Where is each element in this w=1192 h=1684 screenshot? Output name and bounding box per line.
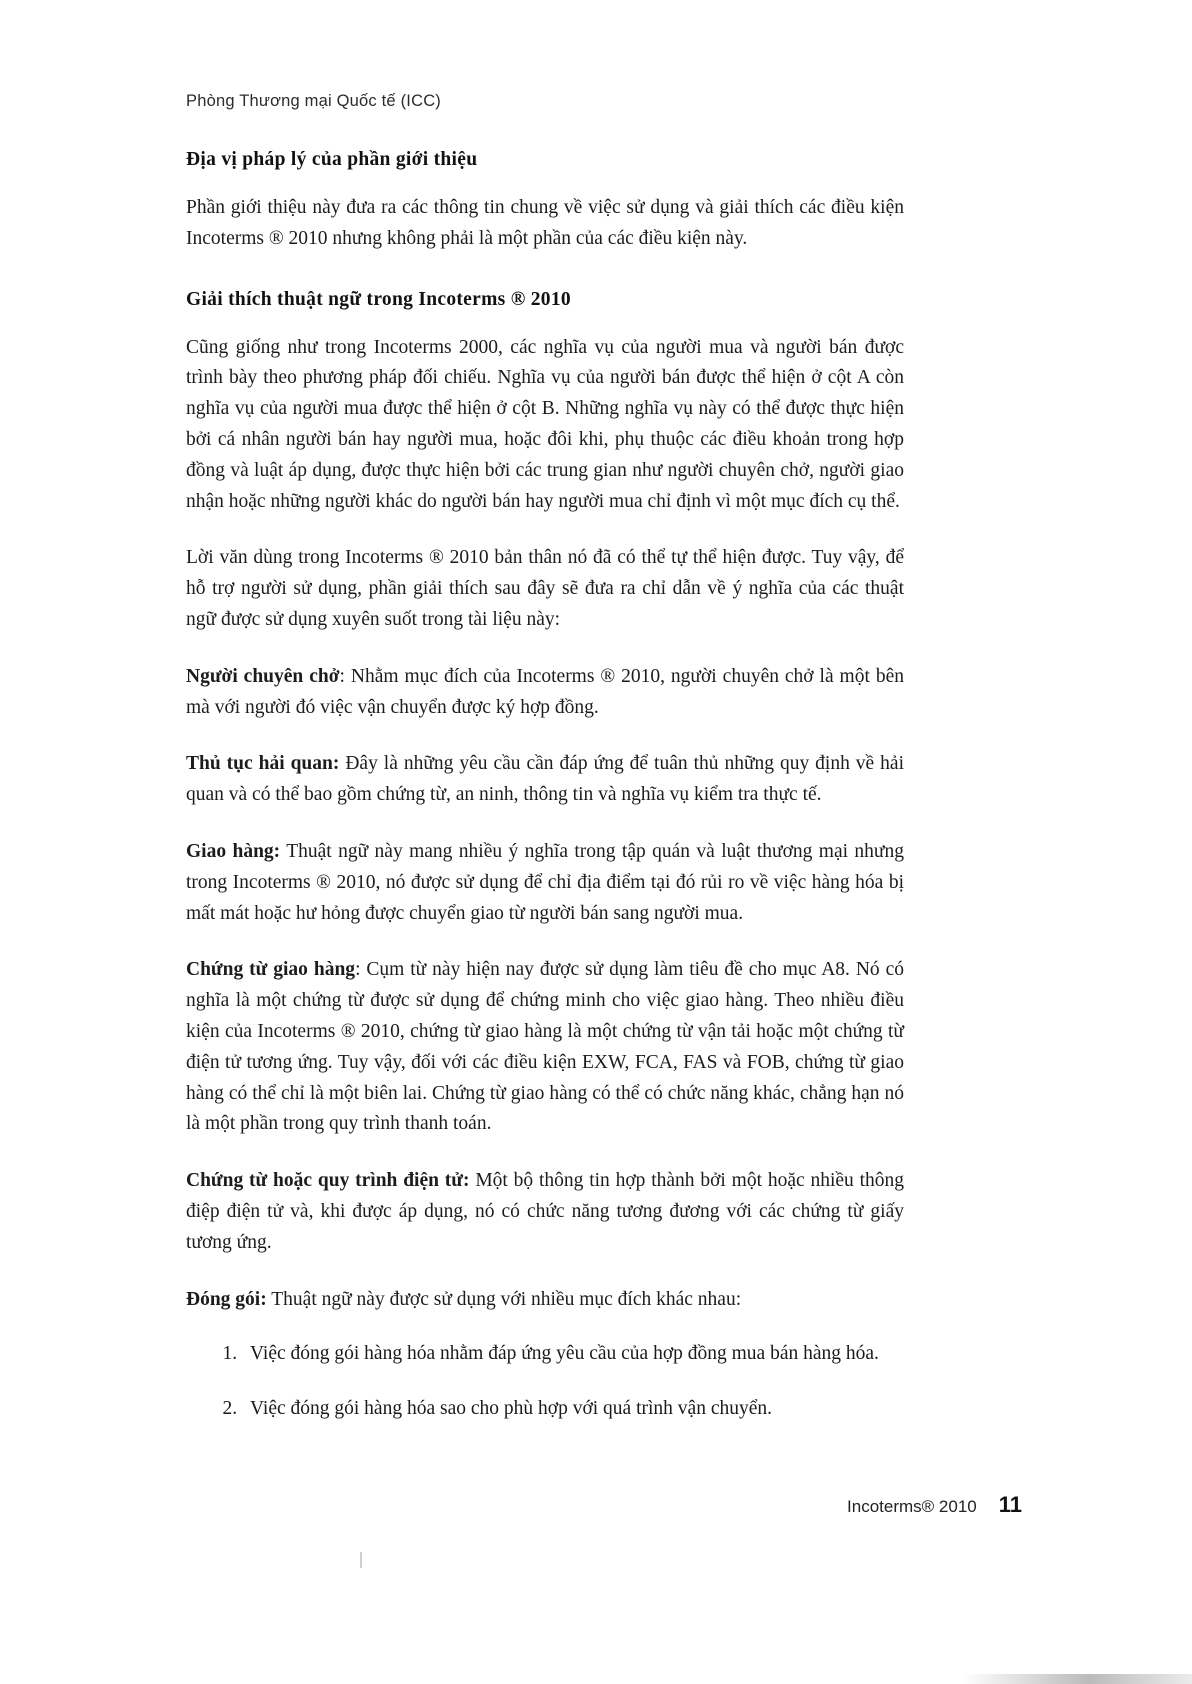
running-head: Phòng Thương mại Quốc tế (ICC): [186, 92, 441, 110]
term-label-electronic-record: Chứng từ hoặc quy trình điện tử:: [186, 1170, 470, 1192]
page-content: [186, 92, 904, 1449]
term-text-packaging: Thuật ngữ này được sử dụng với nhiều mục đích khác nhau:: [271, 1288, 742, 1310]
term-entry-carrier: [186, 662, 904, 724]
term-separator-carrier: :: [339, 665, 351, 687]
paragraph-guidance: Lời văn dùng trong Incoterms ® 2010 bản thân nó đã có thể tự thể hiện được. Tuy vậy, để hỗ trợ người sử dụng, phần giải thích sau đây sẽ đưa ra chỉ dẫn về ý nghĩa của các thuật ngữ được sử dụng xuyên suốt trong tài liệu này:: [186, 547, 904, 630]
scan-edge-artifact: [962, 1674, 1192, 1684]
term-text-carrier: Nhằm mục đích của Incoterms ® 2010, người chuyên chở là một bên mà với người đó việc vận chuyển được ký hợp đồng.: [186, 665, 904, 718]
term-entry-delivery-document: [186, 955, 904, 1140]
paragraph-legal-status: Phần giới thiệu này đưa ra các thông tin chung về việc sử dụng và giải thích các điều kiện Incoterms ® 2010 nhưng không phải là một phần của các điều kiện này.: [186, 197, 904, 249]
term-label-customs: Thủ tục hải quan:: [186, 753, 340, 775]
paragraph-obligations: Cũng giống như trong Incoterms 2000, các nghĩa vụ của người mua và người bán được trình bày theo phương pháp đối chiếu. Nghĩa vụ của người bán được thể hiện ở cột A còn nghĩa vụ của người mua được thể hiện ở cột B. Những nghĩa vụ này có thể được thực hiện bởi cá nhân người bán hay người mua, hoặc đôi khi, phụ thuộc các điều khoản trong hợp đồng và luật áp dụng, được thực hiện bởi các trung gian như người chuyên chở, người giao nhận hoặc những người khác do người bán hay người mua chỉ định vì một mục đích cụ thể.: [186, 336, 904, 512]
term-text-customs: Đây là những yêu cầu cần đáp ứng để tuân thủ những quy định về hải quan và có thể bao gồm chứng từ, an ninh, thông tin và nghĩa vụ kiểm tra thực tế.: [186, 753, 905, 806]
term-label-delivery-document: Chứng từ giao hàng: [186, 959, 356, 981]
footer-label: Incoterms® 2010: [847, 1497, 977, 1516]
list-item: 1. Việc đóng gói hàng hóa nhằm đáp ứng yêu cầu của hợp đồng mua bán hàng hóa.: [242, 1339, 904, 1370]
page-number: 11: [998, 1492, 1022, 1517]
term-entry-electronic-record: [186, 1166, 904, 1258]
term-entry-delivery: [186, 837, 904, 929]
term-text-delivery: Thuật ngữ này mang nhiều ý nghĩa trong tập quán và luật thương mại nhưng trong Incoterms ® 2010, nó được sử dụng để chỉ địa điểm tại đó rủi ro về việc hàng hóa bị mất mát hoặc hư hỏng được chuyển giao từ người bán sang người mua.: [186, 840, 904, 924]
term-label-carrier: Người chuyên chở: [186, 665, 340, 687]
section-heading-terms-explained: Giải thích thuật ngữ trong Incoterms ® 2010: [186, 288, 571, 310]
term-separator-delivery-document: :: [355, 959, 367, 981]
term-label-packaging: Đóng gói:: [186, 1288, 267, 1310]
page-footer: [186, 1492, 1022, 1518]
term-entry-customs: [186, 749, 904, 811]
list-item: 2. Việc đóng gói hàng hóa sao cho phù hợp với quá trình vận chuyển.: [242, 1394, 904, 1425]
spine-mark: [360, 1552, 362, 1568]
section-heading-legal-status: Địa vị pháp lý của phần giới thiệu: [186, 149, 478, 170]
term-text-electronic-record: Một bộ thông tin hợp thành bởi một hoặc nhiều thông điệp điện tử và, khi được áp dụng, nó có chức năng tương đương với các chứng từ giấy tương ứng.: [186, 1170, 905, 1253]
term-label-delivery: Giao hàng:: [186, 840, 281, 862]
term-entry-packaging: [186, 1285, 904, 1316]
term-text-delivery-document: Cụm từ này hiện nay được sử dụng làm tiêu đề cho mục A8. Nó có nghĩa là một chứng từ được sử dụng để chứng minh cho việc giao hàng. Theo nhiều điều kiện của Incoterms ® 2010, chứng từ giao hàng là một chứng từ vận tải hoặc một chứng từ điện tử tương ứng. Tuy vậy, đối với các điều kiện EXW, FCA, FAS và FOB, chứng từ giao hàng có thể chỉ là một biên lai. Chứng từ giao hàng có thể có chức năng khác, chẳng hạn nó là một phần trong quy trình thanh toán.: [186, 959, 904, 1135]
packaging-purpose-list: [186, 1339, 904, 1425]
